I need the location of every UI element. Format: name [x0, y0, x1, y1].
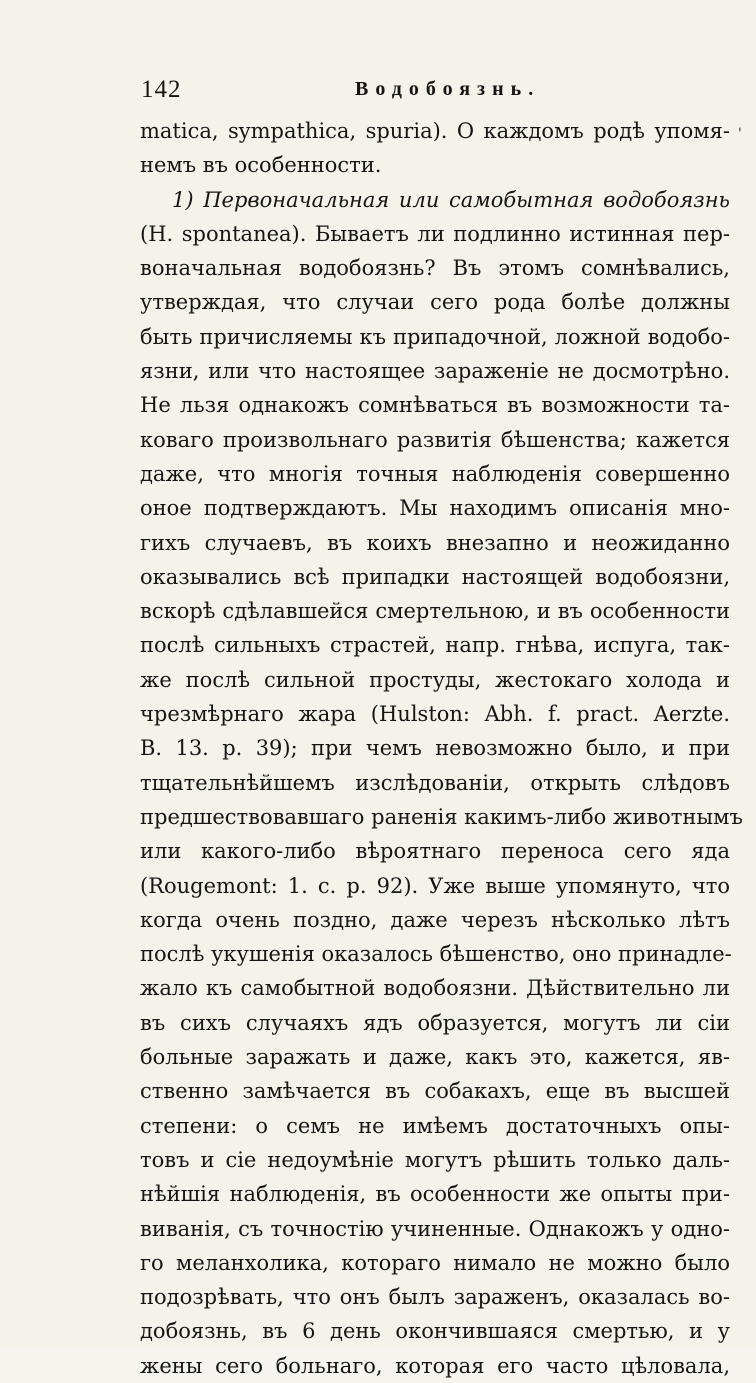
text-line: оказывались всѣ припадки настоящей водобоязни, [140, 564, 730, 589]
text-line: гихъ случаевъ, въ коихъ внезапно и неожиданно [140, 530, 730, 555]
text-line: нѣйшія наблюденія, въ особенности же опыты при- [140, 1182, 730, 1207]
page-number: 142 [141, 76, 182, 103]
text-line: (Rougemont: 1. c. p. 92). Уже выше упомянуто, что [140, 873, 730, 898]
text-line: язни, или что настоящее зараженіе не досмотрѣно. [140, 359, 730, 384]
text-line: или какого-либо вѣроятнаго переноса сего яда [140, 839, 730, 864]
text-line: вскорѣ сдѣлавшейся смертельною, и въ особенности [140, 599, 730, 624]
text-line: коваго произвольнаго развитія бѣшенства; кажется [140, 427, 730, 452]
section-heading-line: 1) Первоначальная или самобытная водобоязнь [172, 187, 730, 212]
text-line: matica, sympathica, spuria). О каждомъ родѣ упомя- [140, 119, 730, 143]
text-line: тщательнѣйшемъ изслѣдованіи, открыть слѣдовъ [140, 770, 730, 795]
text-line: немъ въ особенности. [140, 153, 382, 178]
text-line: утверждая, что случаи сего рода болѣе должны [140, 290, 730, 315]
text-line: послѣ укушенія оказалось бѣшенство, оно принадле- [140, 942, 732, 967]
text-line: B. 13. p. 39); при чемъ невозможно было, и при [140, 736, 730, 761]
text-line: го меланхолика, котораго нимало не можно было [140, 1250, 730, 1275]
text-line: же послѣ сильной простуды, жестокаго холода и [140, 667, 730, 692]
text-line: даже, что многія точныя наблюденія совершенно [140, 461, 730, 486]
text-line: виванія, съ точностію учиненные. Однакожъ у одно- [140, 1216, 730, 1241]
text-line: товъ и сіе недоумѣніе могутъ рѣшить только даль- [140, 1147, 730, 1172]
text-line: (H. spontanea). Бываетъ ли подлинно истинная пер- [140, 221, 730, 246]
text-line: оное подтверждаютъ. Мы находимъ описанія мно- [140, 496, 730, 521]
text-line: Не льзя однакожъ сомнѣваться въ возможности та- [140, 393, 730, 418]
text-line: степени: о семъ не имѣемъ достаточныхъ опы- [140, 1113, 730, 1138]
text-line: жало къ самобытной водобоязни. Дѣйствительно ли [140, 976, 730, 1001]
text-line: въ сихъ случаяхъ ядъ образуется, могутъ ли сіи [140, 1010, 730, 1035]
text-line: подозрѣвать, что онъ былъ зараженъ, оказалась во- [140, 1285, 730, 1310]
text-line: быть причисляемы къ припадочной, ложной водобо- [140, 324, 730, 349]
running-title: Водобоязнь. [355, 78, 541, 100]
text-line: когда очень поздно, даже черезъ нѣсколько лѣтъ [140, 907, 730, 932]
text-line: предшествовавшаго раненія какимъ-либо животнымъ [140, 804, 743, 829]
margin-speck: ' [738, 126, 742, 142]
page-header [141, 76, 701, 112]
text-line: добоязнь, въ 6 день окончившаяся смертью, и у [140, 1319, 730, 1344]
text-line: послѣ сильныхъ страстей, напр. гнѣва, испуга, так- [140, 633, 730, 658]
text-line: ственно замѣчается въ собакахъ, еще въ высшей [140, 1079, 730, 1104]
text-line: воначальная водобоязнь? Въ этомъ сомнѣвались, [140, 256, 730, 281]
body-text [140, 114, 743, 1383]
text-line: жены сего больнаго, которая его часто цѣловала, [140, 1353, 730, 1378]
text-line: больные заражать и даже, какъ это, кажется, яв- [140, 1045, 730, 1070]
text-line: чрезмѣрнаго жара (Hulston: Abh. f. pract. Aerzte. [140, 702, 730, 727]
